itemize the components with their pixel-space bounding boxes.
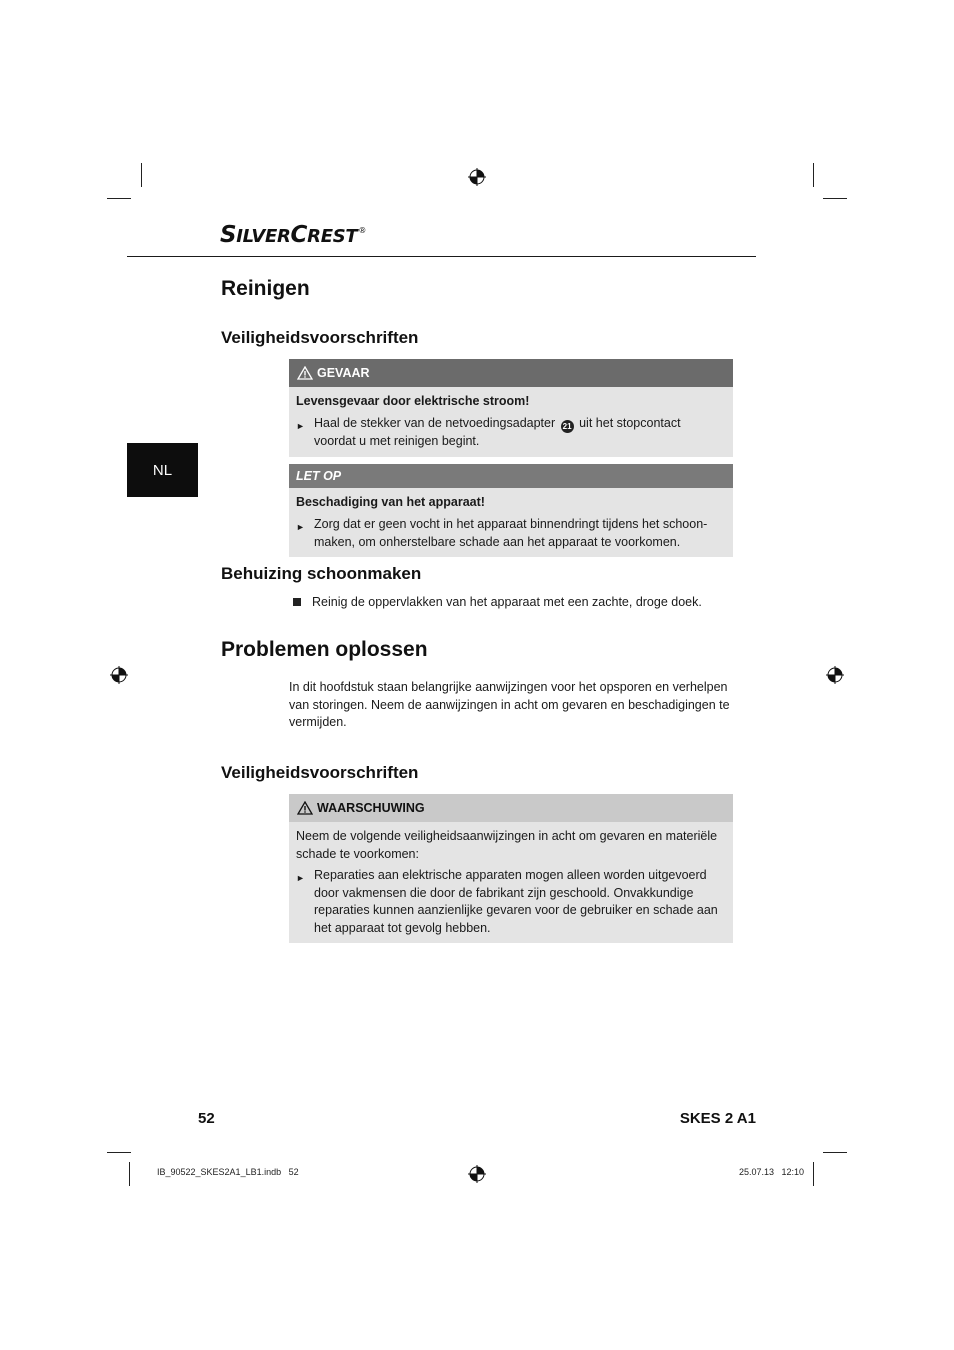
square-bullet-icon <box>293 598 301 606</box>
safety-heading: Veiligheidsvoorschriften <box>221 763 419 782</box>
reference-number-badge: 21 <box>561 420 574 433</box>
list-item: ► Reparaties aan elektrische apparaten mogen alleen worden uitgevoerd door vakmensen die door de fabrikant zijn geschoold. Onvakkundige reparaties kunnen aanzienlijke gevaren voor de gebruiker en schade aan het apparaat tot gevolg hebben. <box>296 867 725 937</box>
header-rule <box>127 256 756 257</box>
list-item: ► Zorg dat er geen vocht in het apparaat binnendringt tijdens het schoon-maken, om onherstelbare schade aan het apparaat te voorkomen. <box>296 516 725 551</box>
warning-box-header: WAARSCHUWING <box>289 794 733 822</box>
safety-heading: Veiligheidsvoorschriften <box>221 328 419 347</box>
warning-triangle-icon <box>297 366 313 380</box>
danger-box-header: GEVAAR <box>289 359 733 387</box>
housing-instruction: Reinig de oppervlakken van het apparaat met een zachte, droge doek. <box>312 595 702 609</box>
caution-headline: Beschadiging van het apparaat! <box>296 495 485 509</box>
caution-box <box>289 464 733 557</box>
danger-headline: Levensgevaar door elektrische stroom! <box>296 394 530 408</box>
crop-mark <box>141 163 142 187</box>
crop-mark <box>107 1152 131 1153</box>
crop-mark <box>107 198 131 199</box>
housing-heading: Behuizing schoonmaken <box>221 564 422 583</box>
print-slug-file: IB_90522_SKES2A1_LB1.indb 52 <box>157 1167 299 1177</box>
registration-mark-icon <box>110 666 128 684</box>
crop-mark <box>129 1162 130 1186</box>
arrow-bullet-icon: ► <box>296 421 305 431</box>
crop-mark <box>823 198 847 199</box>
troubleshooting-intro: In dit hoofdstuk staan belangrijke aanwijzingen voor het opsporen en verhelpen van storingen. Neem de aanwijzingen in acht om gevaren en beschadigingen te vermijden. <box>289 680 730 729</box>
caution-box-header: LET OP <box>289 464 733 488</box>
brand-logo: SILVERCREST® <box>220 222 367 248</box>
warning-triangle-icon <box>297 801 313 815</box>
crop-mark <box>813 163 814 187</box>
registration-mark-icon <box>826 666 844 684</box>
list-item: ► Haal de stekker van de netvoedingsadapter 21 uit het stopcontact voordat u met reinigen begint. <box>296 415 725 451</box>
print-slug-date: 25.07.13 12:10 <box>738 1167 804 1177</box>
crop-mark <box>823 1152 847 1153</box>
page-number: 52 <box>198 1110 215 1127</box>
model-number: SKES 2 A1 <box>679 1110 756 1127</box>
warning-box <box>289 794 733 943</box>
registration-mark-icon <box>468 1165 486 1183</box>
arrow-bullet-icon: ► <box>296 522 305 532</box>
language-tab: NL <box>127 443 198 497</box>
crop-mark <box>813 1162 814 1186</box>
registration-mark-icon <box>468 168 486 186</box>
warning-intro: Neem de volgende veiligheidsaanwijzingen in acht om gevaren en materiële schade te voorkomen: <box>296 829 718 861</box>
section-title-problemen: Problemen oplossen <box>221 638 428 661</box>
arrow-bullet-icon: ► <box>296 873 305 883</box>
section-title-reinigen: Reinigen <box>221 277 310 300</box>
danger-box <box>289 359 733 457</box>
